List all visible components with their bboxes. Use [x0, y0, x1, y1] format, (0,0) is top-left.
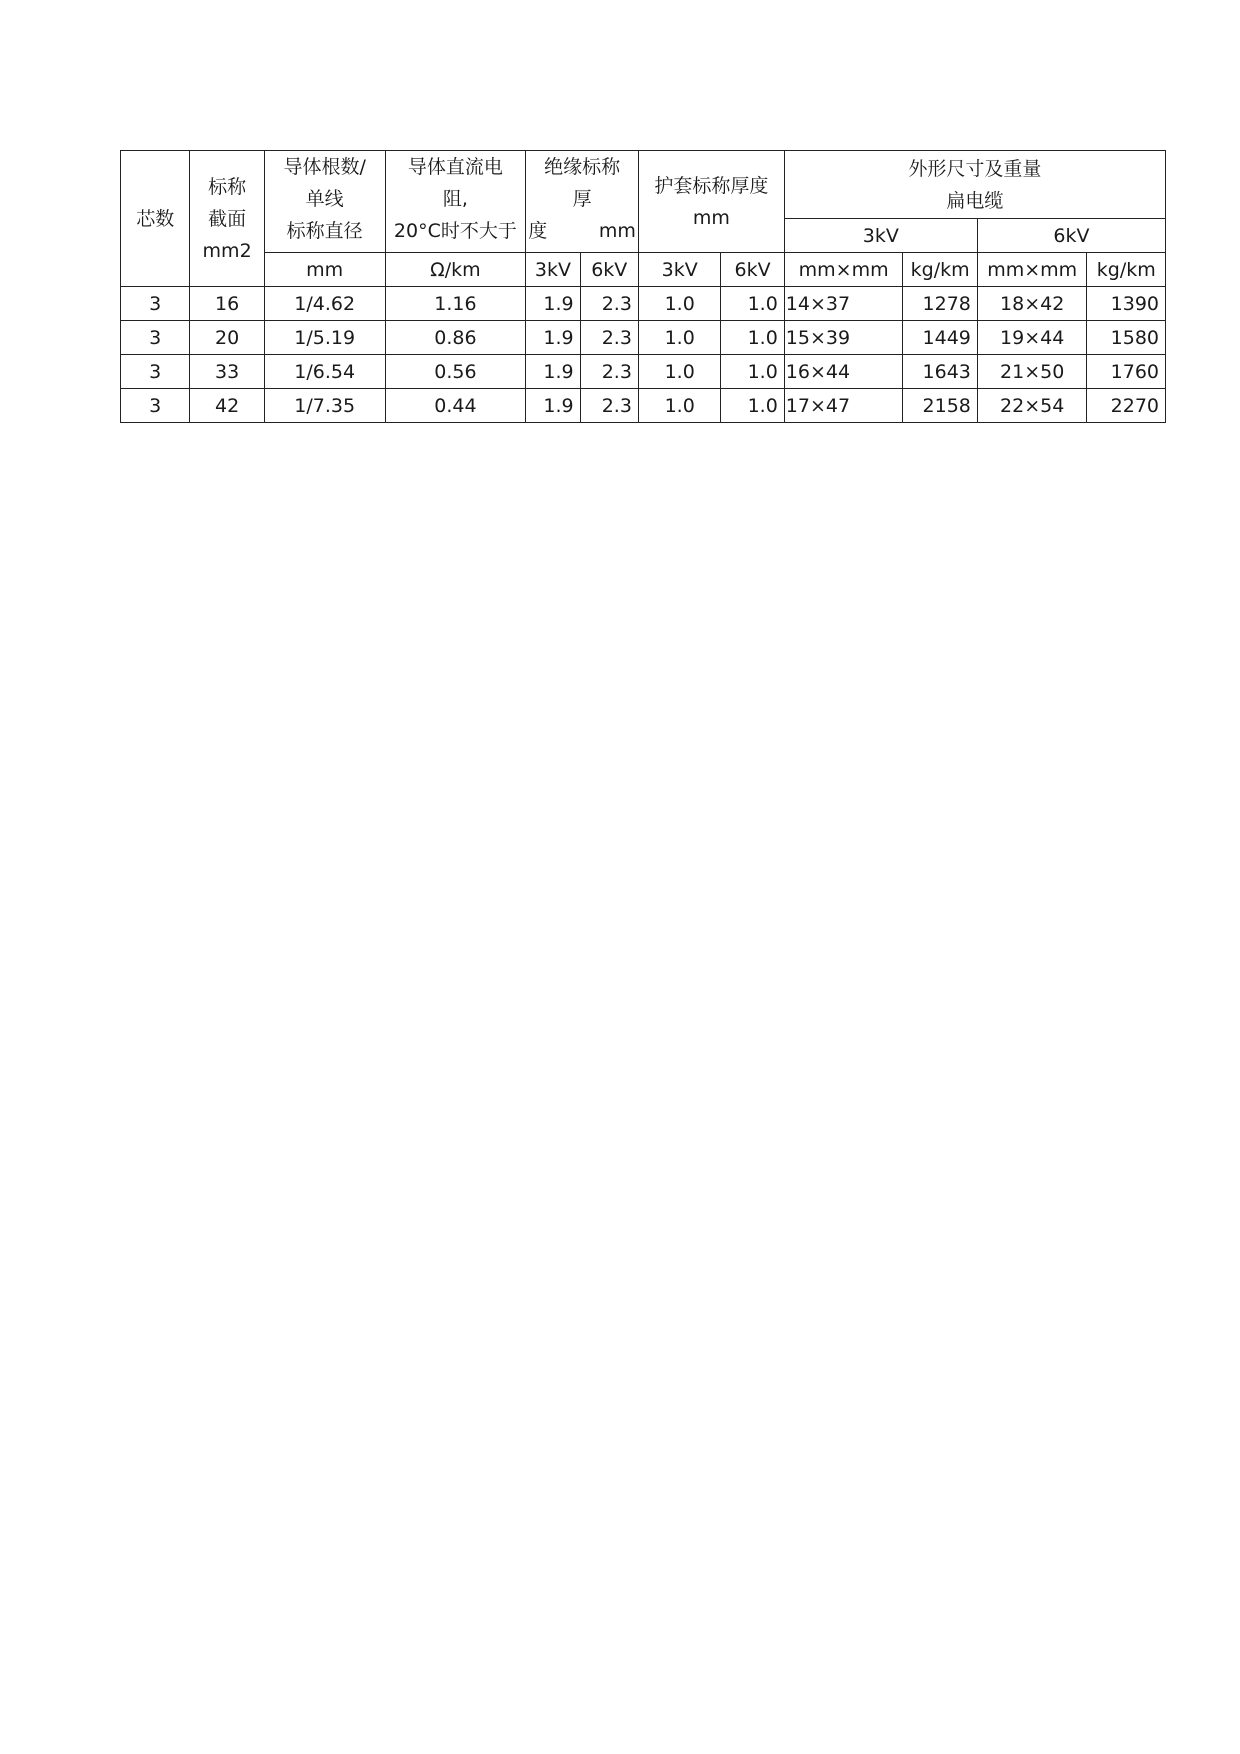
cell-sheath-6kv: 1.0 [721, 287, 784, 321]
cell-dim-6kv: 22×54 [977, 389, 1087, 423]
cell-resistance: 0.56 [385, 355, 526, 389]
cell-wt-6kv: 2270 [1087, 389, 1166, 423]
header-conductor-unit: mm [264, 253, 385, 287]
header-cores: 芯数 [121, 151, 190, 287]
header-outer: 外形尺寸及重量 扁电缆 [784, 151, 1165, 219]
cell-cores: 3 [121, 287, 190, 321]
header-resistance: 导体直流电 阻, 20°C时不大于 [385, 151, 526, 253]
header-wt-6kv: kg/km [1087, 253, 1166, 287]
cell-cores: 3 [121, 321, 190, 355]
cell-section: 16 [190, 287, 264, 321]
cell-wt-3kv: 1449 [903, 321, 977, 355]
cell-dim-3kv: 17×47 [784, 389, 903, 423]
cell-cores: 3 [121, 389, 190, 423]
cell-resistance: 0.86 [385, 321, 526, 355]
header-wt-3kv: kg/km [903, 253, 977, 287]
header-conductor: 导体根数/ 单线 标称直径 [264, 151, 385, 253]
header-group-3kv: 3kV [784, 219, 977, 253]
cell-wt-3kv: 2158 [903, 389, 977, 423]
header-sheath-3kv: 3kV [638, 253, 720, 287]
cell-dim-3kv: 14×37 [784, 287, 903, 321]
header-dim-6kv: mm×mm [977, 253, 1087, 287]
cell-ins-3kv: 1.9 [526, 287, 580, 321]
header-group-6kv: 6kV [977, 219, 1165, 253]
cell-conductor: 1/7.35 [264, 389, 385, 423]
cell-sheath-6kv: 1.0 [721, 355, 784, 389]
cell-ins-6kv: 2.3 [580, 287, 638, 321]
cell-wt-6kv: 1760 [1087, 355, 1166, 389]
cell-section: 42 [190, 389, 264, 423]
cell-sheath-3kv: 1.0 [638, 355, 720, 389]
cell-section: 33 [190, 355, 264, 389]
table-row [121, 389, 1166, 423]
cell-wt-6kv: 1390 [1087, 287, 1166, 321]
cell-conductor: 1/5.19 [264, 321, 385, 355]
cell-resistance: 1.16 [385, 287, 526, 321]
cell-ins-6kv: 2.3 [580, 355, 638, 389]
cell-wt-3kv: 1278 [903, 287, 977, 321]
table-row [121, 321, 1166, 355]
cell-dim-6kv: 19×44 [977, 321, 1087, 355]
cell-ins-3kv: 1.9 [526, 389, 580, 423]
header-insulation: 绝缘标称 厚 度 mm [526, 151, 639, 253]
cell-resistance: 0.44 [385, 389, 526, 423]
cell-ins-3kv: 1.9 [526, 355, 580, 389]
header-resistance-unit: Ω/km [385, 253, 526, 287]
header-sheath-6kv: 6kV [721, 253, 784, 287]
header-ins-6kv: 6kV [580, 253, 638, 287]
header-sheath: 护套标称厚度 mm [638, 151, 784, 253]
cell-dim-6kv: 21×50 [977, 355, 1087, 389]
table-row [121, 355, 1166, 389]
header-section: 标称 截面 mm2 [190, 151, 264, 287]
header-ins-3kv: 3kV [526, 253, 580, 287]
cell-dim-6kv: 18×42 [977, 287, 1087, 321]
cell-sheath-3kv: 1.0 [638, 321, 720, 355]
cell-dim-3kv: 16×44 [784, 355, 903, 389]
table-row [121, 287, 1166, 321]
cell-cores: 3 [121, 355, 190, 389]
cell-ins-6kv: 2.3 [580, 389, 638, 423]
cell-section: 20 [190, 321, 264, 355]
header-dim-3kv: mm×mm [784, 253, 903, 287]
cell-ins-6kv: 2.3 [580, 321, 638, 355]
cell-ins-3kv: 1.9 [526, 321, 580, 355]
cell-sheath-6kv: 1.0 [721, 321, 784, 355]
cell-wt-3kv: 1643 [903, 355, 977, 389]
cable-spec-table [120, 150, 1166, 423]
cell-wt-6kv: 1580 [1087, 321, 1166, 355]
cell-dim-3kv: 15×39 [784, 321, 903, 355]
cell-conductor: 1/6.54 [264, 355, 385, 389]
cell-sheath-3kv: 1.0 [638, 287, 720, 321]
cell-sheath-6kv: 1.0 [721, 389, 784, 423]
cell-sheath-3kv: 1.0 [638, 389, 720, 423]
cell-conductor: 1/4.62 [264, 287, 385, 321]
